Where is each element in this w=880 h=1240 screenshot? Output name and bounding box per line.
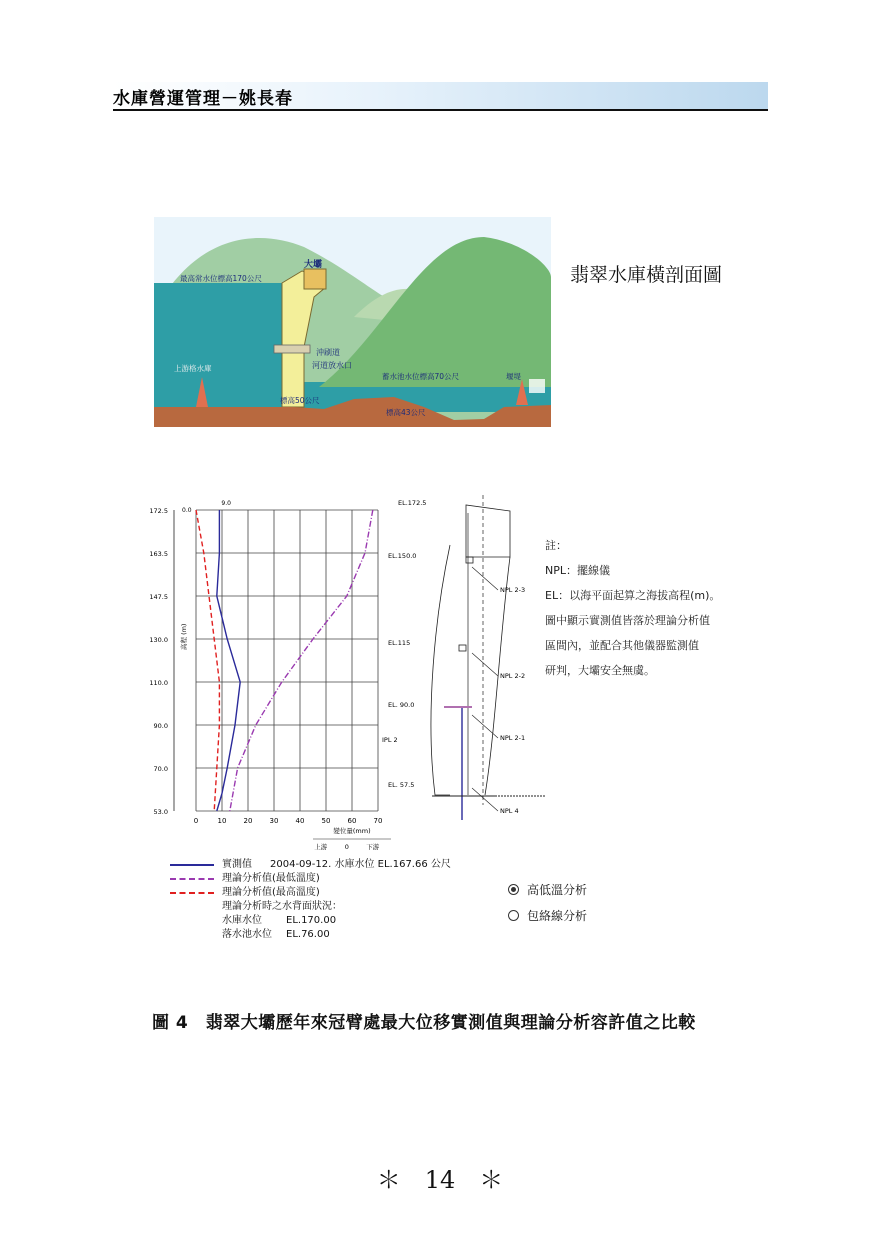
x-tick-label: 0: [193, 817, 199, 825]
legend-swatch-measured: [170, 864, 214, 866]
legend-reservoir-label: 水庫水位: [222, 915, 262, 926]
x-tick-label: 30: [269, 817, 279, 825]
section-upstream-face: [431, 545, 450, 795]
label-max-level: 最高常水位標高170公尺: [180, 274, 262, 283]
npl-leader: [472, 788, 498, 811]
section-crest: [466, 505, 510, 557]
radio-unselected-icon[interactable]: [508, 910, 519, 921]
x-tick-label: 40: [295, 817, 305, 825]
label-weir: 堰堤: [506, 372, 521, 381]
legend-theory-max: [170, 886, 451, 900]
displacement-chart: [150, 495, 545, 859]
legend-swatch-theory-max: [170, 892, 214, 894]
x-tick-label: 60: [347, 817, 357, 825]
x-tick-label: 20: [243, 817, 253, 825]
option-temperature-label: 高低溫分析: [527, 882, 588, 897]
y-tick-label: 110.0: [150, 679, 168, 687]
ipl-label: IPL 2: [382, 736, 398, 744]
legend-pool: [170, 928, 451, 942]
label-upstream: 上游格水庫: [174, 364, 212, 373]
header-title: 水庫營運管理－姚長春: [113, 89, 293, 109]
label-dam: 大壩: [304, 260, 323, 270]
series-line-theory-min: [230, 510, 373, 811]
elevation-label: EL.115: [388, 639, 411, 647]
label-outlet: 河道放水口: [312, 361, 352, 370]
scene-caption: 翡翠水庫橫剖面圖: [570, 264, 723, 286]
option-envelope-label: 包絡線分析: [527, 908, 588, 923]
station-box: [466, 557, 473, 563]
direction-zero: 0: [344, 843, 349, 851]
option-envelope-analysis[interactable]: [508, 902, 587, 928]
radio-selected-icon[interactable]: [508, 884, 519, 895]
y-axis-label: 高程 (m): [180, 623, 188, 650]
npl-label: NPL 2-2: [500, 672, 526, 680]
note-line: 圖中顯示實測值皆落於理論分析值: [545, 614, 710, 627]
npl-leader: [472, 567, 498, 590]
legend-pool-value: EL.76.00: [286, 929, 330, 940]
npl-label: NPL 2-1: [500, 734, 526, 742]
top-annotation: 9.0: [221, 500, 231, 507]
note-line: 區間內，並配合其他儀器監測值: [545, 639, 699, 652]
note-line: EL：以海平面起算之海拔高程(m)。: [545, 589, 721, 602]
figure-caption: 圖 4 翡翠大壩歷年來冠臂處最大位移實測值與理論分析容許值之比較: [152, 1013, 696, 1033]
elevation-label: EL.150.0: [388, 552, 417, 560]
y-top-tick: 0.0: [182, 507, 192, 514]
y-tick-label: 70.0: [153, 765, 168, 773]
note-line: NPL：擺線儀: [545, 564, 610, 577]
legend-swatch-theory-min: [170, 878, 214, 880]
legend-pool-label: 落水池水位: [222, 929, 272, 940]
npl-leader: [472, 653, 498, 676]
dam-cross-section-illustration: [154, 217, 551, 427]
notes: [545, 533, 720, 683]
legend-measured-detail: 2004-09-12. 水庫水位 EL.167.66 公尺: [270, 859, 451, 870]
analysis-options: [508, 876, 587, 928]
y-tick-label: 163.5: [150, 550, 168, 558]
legend-conditions: [170, 900, 451, 914]
npl-label: NPL 2-3: [500, 586, 526, 594]
direction-up: 上游: [314, 843, 328, 851]
option-temperature-analysis[interactable]: [508, 876, 587, 902]
legend-reservoir: [170, 914, 451, 928]
series-line-theory-max: [196, 510, 219, 811]
elevation-label: EL. 57.5: [388, 781, 415, 789]
y-tick-label: 147.5: [150, 593, 168, 601]
legend-theory-max-label: 理論分析值(最高溫度): [222, 887, 320, 898]
legend-theory-min: [170, 872, 451, 886]
y-tick-label: 172.5: [150, 507, 168, 515]
elevation-label: EL. 90.0: [388, 701, 415, 709]
legend-measured: [170, 858, 451, 872]
x-tick-label: 70: [373, 817, 383, 825]
label-pool-bottom: 標高43公尺: [386, 408, 426, 417]
npl-label: NPL 4: [500, 807, 519, 815]
y-tick-label: 53.0: [153, 808, 168, 816]
label-base: 標高50公尺: [280, 396, 320, 405]
label-downstream-pool: 蓄水池水位標高70公尺: [382, 372, 460, 381]
series-line-measured: [217, 510, 240, 811]
note-line: 註：: [545, 539, 567, 552]
legend-theory-min-label: 理論分析值(最低溫度): [222, 873, 320, 884]
note-line: 研判，大壩安全無虞。: [545, 664, 655, 677]
x-tick-label: 10: [217, 817, 227, 825]
page-number: ＊ 14 ＊: [376, 1166, 504, 1194]
legend-reservoir-value: EL.170.00: [286, 915, 337, 926]
legend-measured-label: 實測值: [222, 859, 252, 870]
x-tick-label: 50: [321, 817, 331, 825]
y-tick-label: 90.0: [153, 722, 168, 730]
legend: [170, 858, 451, 942]
elevation-label: EL.172.5: [398, 499, 427, 507]
station-box: [459, 645, 466, 651]
x-axis-label: 變位量(mm): [333, 827, 371, 835]
direction-down: 下游: [366, 843, 380, 851]
label-spillway: 沖刷道: [316, 348, 340, 357]
y-tick-label: 130.0: [150, 636, 168, 644]
legend-conditions-label: 理論分析時之水背面狀況：: [222, 901, 342, 912]
running-header: [113, 82, 768, 111]
